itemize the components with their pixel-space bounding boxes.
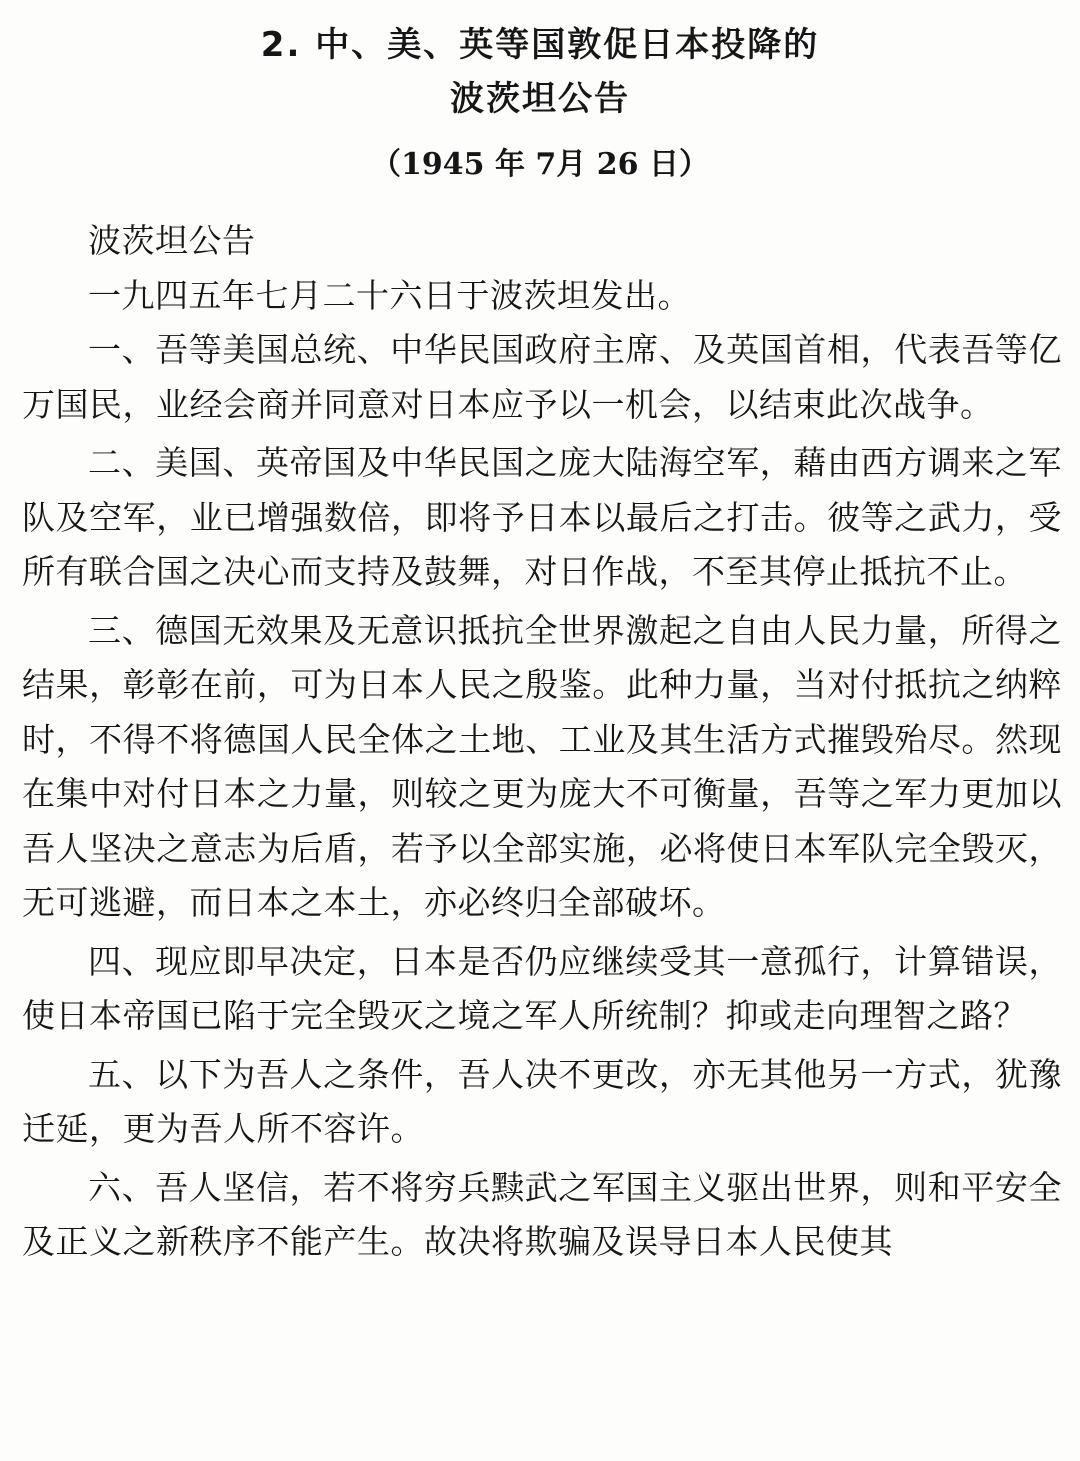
paragraph-5: 五、以下为吾人之条件，吾人决不更改，亦无其他另一方式，犹豫迁延，更为吾人所不容许。 [22,1054,1062,1148]
paragraph-6: 六、吾人坚信，若不将穷兵黩武之军国主义驱出世界，则和平安全及正义之新秩序不能产生。故决将欺骗及误导日本人民使其 [22,1167,1062,1261]
document-body [22,214,1062,1270]
paragraph-issued: 一九四五年七月二十六日于波茨坦发出。 [88,275,691,315]
document-title: 2. 中、美、英等国敦促日本投降的 [260,25,820,65]
document-date: （1945 年 7月 26 日） [371,147,709,182]
document-subtitle: 波茨坦公告 [450,79,630,119]
paragraph-3: 三、德国无效果及无意识抵抗全世界激起之自由人民力量，所得之结果，彰彰在前，可为日本人民之殷鉴。此种力量，当对付抵抗之纳粹时，不得不将德国人民全体之土地、工业及其生活方式摧毁殆尽。然现在集中对付日本之力量，则较之更为庞大不可衡量，吾等之军力更加以吾人坚决之意志为后盾，若予以全部实施，必将使日本军队完全毁灭，无可逃避，而日本之本土，亦必终归全部破坏。 [22,610,1062,922]
paragraph-4: 四、现应即早决定，日本是否仍应继续受其一意孤行，计算错误，使日本帝国已陷于完全毁灭之境之军人所统制？抑或走向理智之路？ [22,941,1062,1035]
paragraph-heading: 波茨坦公告 [88,221,256,260]
paragraph-1: 一、吾等美国总统、中华民国政府主席、及英国首相，代表吾等亿万国民，业经会商并同意对日本应予以一机会，以结束此次战争。 [22,330,1062,424]
paragraph-2: 二、美国、英帝国及中华民国之庞大陆海空军，藉由西方调来之军队及空军，业已增强数倍，即将予日本以最后之打击。彼等之武力，受所有联合国之决心而支持及鼓舞，对日作战，不至其停止抵抗不止。 [22,443,1062,591]
